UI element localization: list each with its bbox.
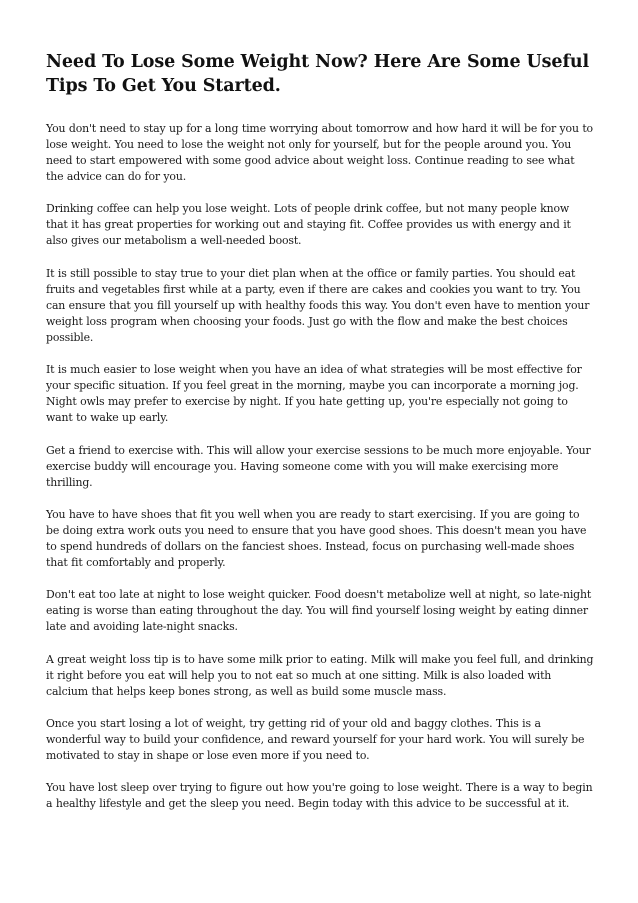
paragraph-coffee: Drinking coffee can help you lose weight. Lots of people drink coffee, but not many people know that it has great properties for working out and staying fit. Coffee provides us with energy and it also gives our metabolism a well-needed boost. bbox=[46, 202, 571, 248]
paragraph-shoes: You have to have shoes that fit you well when you are ready to start exercising. If you are going to be doing extra work outs you need to ensure that you have good shoes. This doesn't mean you have to spend hundreds of dollars on the fanciest shoes. Instead, focus on purchasing well-made shoes that fit comfortably and properly. bbox=[46, 507, 587, 569]
document-title: Need To Lose Some Weight Now? Here Are Some Useful Tips To Get You Started. bbox=[46, 52, 590, 96]
paragraph-diet-plan: It is still possible to stay true to your diet plan when at the office or family parties. You should eat fruits and vegetables first while at a party, even if there are cakes and cookies you want to try. You can ensure that you fill yourself up with healthy foods this way. You don't even have to mention your weight loss program when choosing your foods. Just go with the flow and make the best choices possible. bbox=[46, 266, 590, 344]
paragraph-milk: A great weight loss tip is to have some milk prior to eating. Milk will make you feel full, and drinking it right before you eat will help you to not eat so much at one sitting. Milk is also loaded with calcium that helps keep bones strong, as well as build some muscle mass. bbox=[46, 652, 594, 698]
paragraph-strategies: It is much easier to lose weight when you have an idea of what strategies will be most effective for your specific situation. If you feel great in the morning, maybe you can incorporate a morning jog. Night owls may prefer to exercise by night. If you hate getting up, you're especially not going to want to wake up early. bbox=[46, 363, 582, 425]
paragraph-exercise-friend: Get a friend to exercise with. This will allow your exercise sessions to be much more enjoyable. Your exercise buddy will encourage you. Having someone come with you will make exercising more thrilling. bbox=[46, 443, 591, 489]
paragraph-clothes: Once you start losing a lot of weight, try getting rid of your old and baggy clothes. This is a wonderful way to build your confidence, and reward yourself for your hard work. You will surely be motivated to stay in shape or lose even more if you need to. bbox=[46, 716, 585, 762]
paragraph-intro: You don't need to stay up for a long time worrying about tomorrow and how hard it will be for you to lose weight. You need to lose the weight not only for yourself, but for the people around you. You need to start empowered with some good advice about weight loss. Continue reading to see what the advice can do for you. bbox=[46, 122, 593, 184]
paragraph-conclusion: You have lost sleep over trying to figure out how you're going to lose weight. There is a way to begin a healthy lifestyle and get the sleep you need. Begin today with this advice to be successful at it. bbox=[46, 781, 593, 811]
paragraph-late-eating: Don't eat too late at night to lose weight quicker. Food doesn't metabolize well at night, so late-night eating is worse than eating throughout the day. You will find yourself losing weight by eating dinner late and avoiding late-night snacks. bbox=[46, 588, 592, 634]
